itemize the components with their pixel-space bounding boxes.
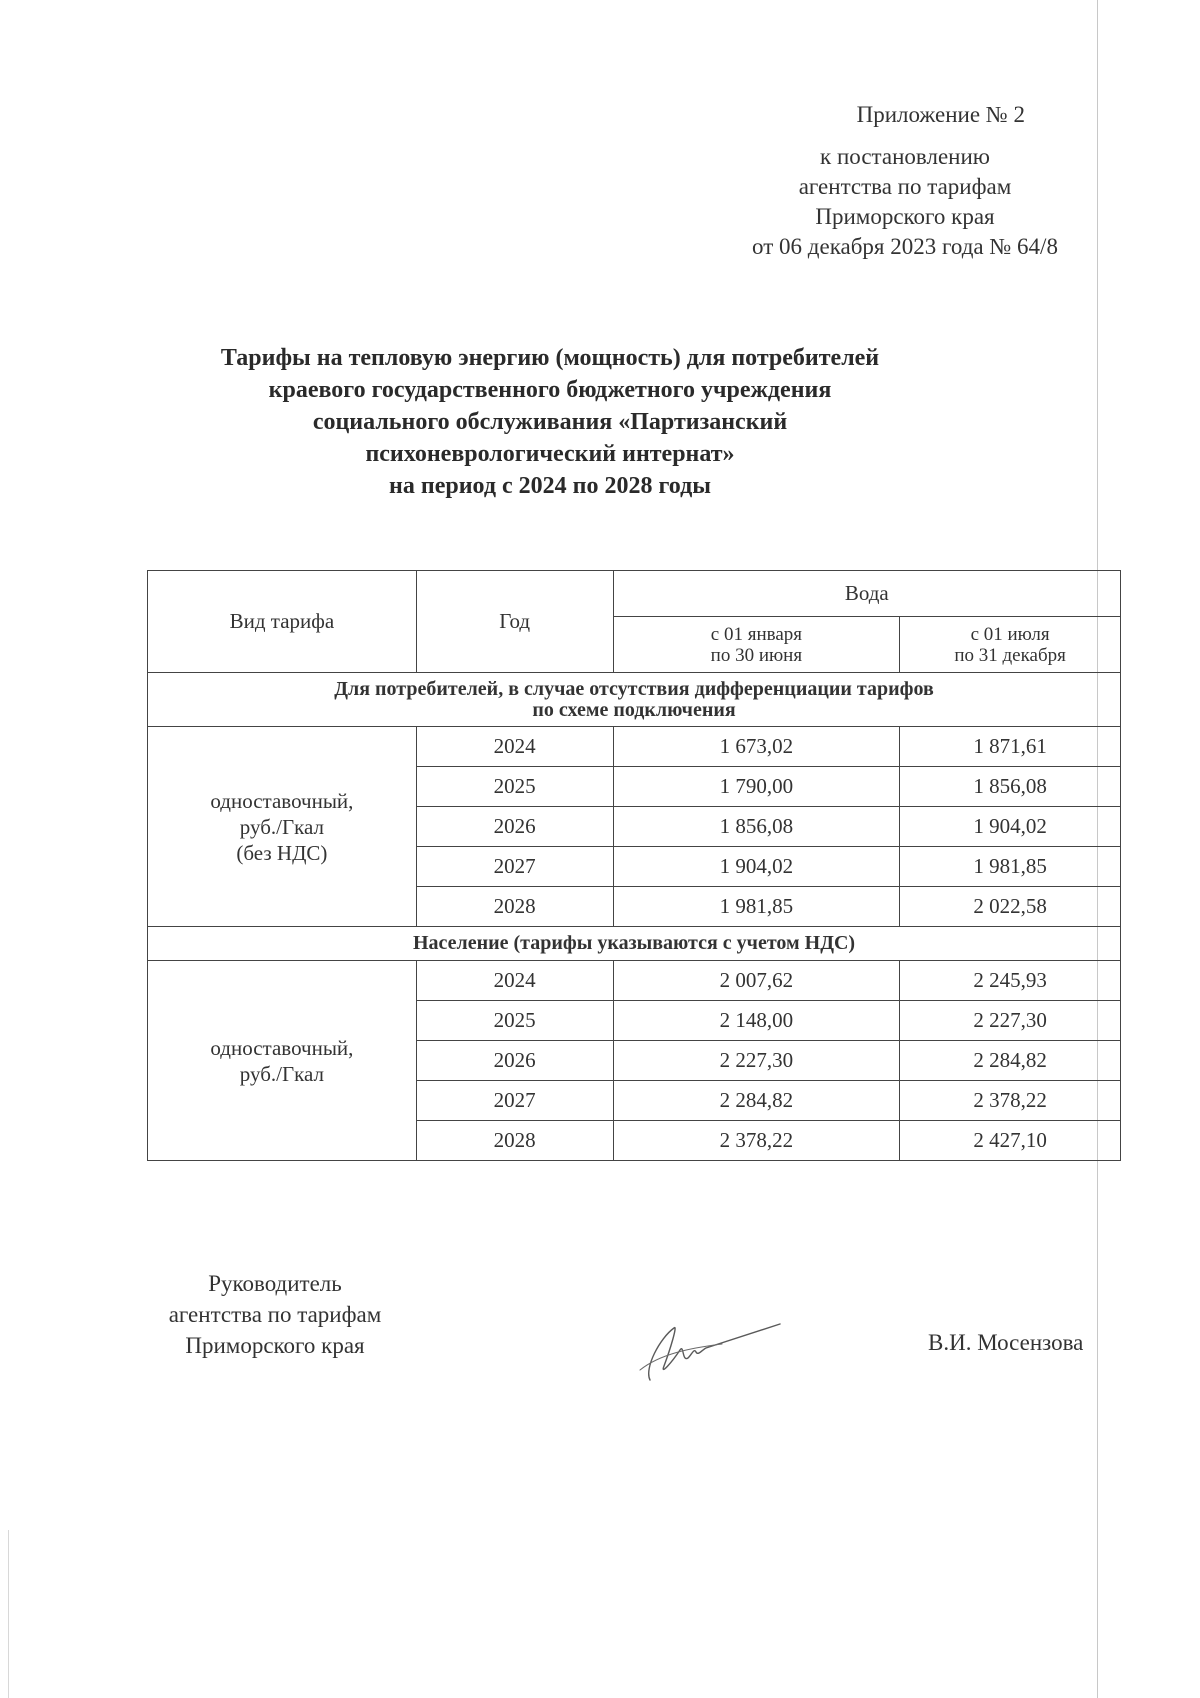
tariff-h1-cell: 1 856,08 <box>613 807 900 847</box>
tariff-h2-cell: 2 284,82 <box>900 1041 1121 1081</box>
year-cell: 2028 <box>416 1121 613 1161</box>
tariff-h2-cell: 2 022,58 <box>900 887 1121 927</box>
appendix-number: Приложение № 2 <box>856 102 1025 127</box>
tariff-h1-cell: 2 227,30 <box>613 1041 900 1081</box>
tariff-h1-cell: 1 904,02 <box>613 847 900 887</box>
tariff-h2-cell: 1 871,61 <box>900 727 1121 767</box>
year-cell: 2026 <box>416 1041 613 1081</box>
scan-edge-line-left <box>8 1530 9 1698</box>
year-cell: 2025 <box>416 1001 613 1041</box>
tariff-table <box>147 570 1121 1161</box>
document-title <box>150 342 950 502</box>
year-cell: 2027 <box>416 1081 613 1121</box>
tariff-h2-cell: 2 227,30 <box>900 1001 1121 1041</box>
title-line: на период с 2024 по 2028 годы <box>389 473 711 499</box>
signer-name: В.И. Мосензова <box>928 1330 1084 1355</box>
header-tariff-type: Вид тарифа <box>148 571 417 673</box>
header-period-1: с 01 января по 30 июня <box>613 617 900 673</box>
header-year: Год <box>416 571 613 673</box>
year-cell: 2028 <box>416 887 613 927</box>
tariff-h1-cell: 2 378,22 <box>613 1121 900 1161</box>
year-cell: 2026 <box>416 807 613 847</box>
appendix-line: от 06 декабря 2023 года № 64/8 <box>752 234 1058 259</box>
tariff-h2-cell: 2 427,10 <box>900 1121 1121 1161</box>
tariff-type-label: одноставочный, руб./Гкал (без НДС) <box>148 727 417 927</box>
signer-position-line: агентства по тарифам <box>168 1302 382 1327</box>
tariff-h1-cell: 2 007,62 <box>613 961 900 1001</box>
header-water: Вода <box>613 571 1120 617</box>
tariff-h2-cell: 2 245,93 <box>900 961 1121 1001</box>
tariff-h1-cell: 2 148,00 <box>613 1001 900 1041</box>
tariff-h1-cell: 1 981,85 <box>613 887 900 927</box>
section-caption: Население (тарифы указываются с учетом НДС) <box>148 927 1121 961</box>
title-line: психоневрологический интернат» <box>365 441 735 467</box>
appendix-line: к постановлению <box>820 144 990 169</box>
tariff-h2-cell: 1 981,85 <box>900 847 1121 887</box>
section-caption: Для потребителей, в случае отсутствия дифференциации тарифов по схеме подключения <box>148 673 1121 727</box>
tariff-type-label: одноставочный, руб./Гкал <box>148 961 417 1161</box>
signer-position-line: Приморского края <box>185 1333 365 1358</box>
tariff-h2-cell: 2 378,22 <box>900 1081 1121 1121</box>
signer-position <box>140 1268 410 1361</box>
tariff-h1-cell: 2 284,82 <box>613 1081 900 1121</box>
header-period-2: с 01 июля по 31 декабря <box>900 617 1121 673</box>
appendix-header <box>700 100 1110 262</box>
tariff-h2-cell: 1 856,08 <box>900 767 1121 807</box>
title-line: краевого государственного бюджетного учреждения <box>268 377 832 403</box>
tariff-h2-cell: 1 904,02 <box>900 807 1121 847</box>
tariff-h1-cell: 1 790,00 <box>613 767 900 807</box>
title-line: Тарифы на тепловую энергию (мощность) для потребителей <box>220 345 880 371</box>
signer-position-line: Руководитель <box>208 1271 342 1296</box>
handwritten-signature <box>630 1310 790 1390</box>
appendix-line: агентства по тарифам <box>798 174 1012 199</box>
appendix-line: Приморского края <box>815 204 995 229</box>
year-cell: 2024 <box>416 961 613 1001</box>
signature-stroke <box>649 1324 780 1380</box>
year-cell: 2027 <box>416 847 613 887</box>
tariff-h1-cell: 1 673,02 <box>613 727 900 767</box>
year-cell: 2024 <box>416 727 613 767</box>
year-cell: 2025 <box>416 767 613 807</box>
title-line: социального обслуживания «Партизанский <box>312 409 788 435</box>
